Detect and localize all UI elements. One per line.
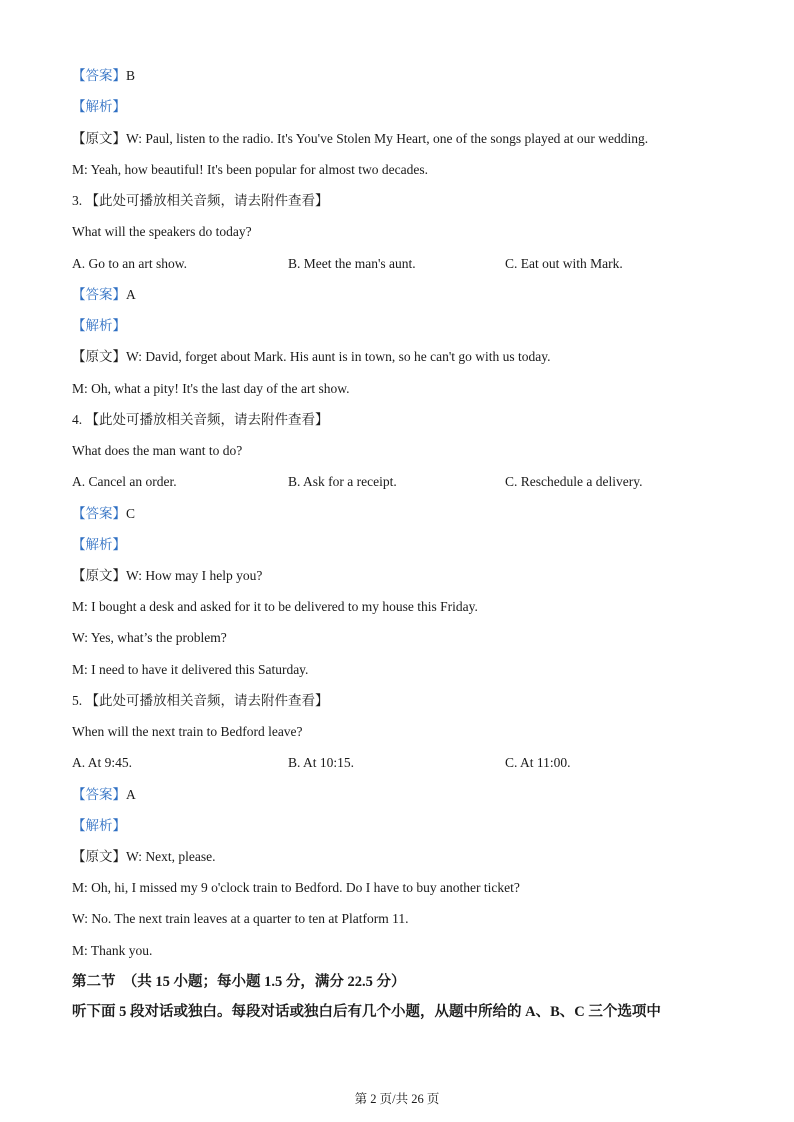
answer-value: A	[126, 287, 136, 302]
transcript-line	[72, 348, 754, 366]
analysis-tag: 【解析】	[72, 99, 126, 114]
analysis-line	[72, 98, 754, 116]
transcript-line: W: No. The next train leaves at a quarter to ten at Platform 11.	[72, 911, 409, 926]
option-c: C. Reschedule a delivery.	[505, 474, 643, 489]
transcript-text: W: David, forget about Mark. His aunt is in town, so he can't go with us today.	[126, 349, 551, 364]
option-c: C. Eat out with Mark.	[505, 256, 623, 271]
answer-value: B	[126, 68, 136, 83]
section-2-instruction: 听下面 5 段对话或独白。每段对话或独白后有几个小题，从题中所给的 A、B、C 三个选项中	[72, 1004, 661, 1020]
transcript-line	[72, 567, 754, 585]
answer-line	[72, 505, 754, 523]
option-a: A. At 9:45.	[72, 755, 133, 770]
answer-tag: 【答案】	[72, 506, 126, 521]
transcript-line	[72, 848, 754, 866]
analysis-line	[72, 536, 754, 554]
analysis-line	[72, 317, 754, 335]
answer-tag: 【答案】	[72, 787, 126, 802]
transcript-text: W: Next, please.	[126, 849, 216, 864]
answer-line	[72, 286, 754, 304]
answer-tag: 【答案】	[72, 287, 126, 302]
option-c: C. At 11:00.	[505, 755, 571, 770]
transcript-line: M: Yeah, how beautiful! It's been popular for almost two decades.	[72, 162, 428, 177]
transcript-prefix: 【原文】	[72, 568, 126, 583]
transcript-line: M: I bought a desk and asked for it to be delivered to my house this Friday.	[72, 599, 478, 614]
transcript-prefix: 【原文】	[72, 349, 126, 364]
page-footer: 第 2 页/共 26 页	[354, 1092, 440, 1106]
transcript-line: M: Thank you.	[72, 943, 153, 958]
option-b: B. Meet the man's aunt.	[288, 256, 416, 271]
option-a: A. Go to an art show.	[72, 256, 187, 271]
transcript-prefix: 【原文】	[72, 131, 126, 146]
transcript-line	[72, 130, 754, 148]
transcript-prefix: 【原文】	[72, 849, 126, 864]
answer-line	[72, 67, 754, 85]
question-5-header: 5. 【此处可播放相关音频，请去附件查看】	[72, 693, 329, 708]
section-2-title: 第二节 （共 15 小题；每小题 1.5 分，满分 22.5 分）	[72, 974, 406, 990]
transcript-line: M: I need to have it delivered this Saturday.	[72, 662, 309, 677]
question-5-text: When will the next train to Bedford leave?	[72, 724, 303, 739]
question-4-header: 4. 【此处可播放相关音频，请去附件查看】	[72, 412, 329, 427]
option-a: A. Cancel an order.	[72, 474, 177, 489]
transcript-text: W: How may I help you?	[126, 568, 263, 583]
transcript-line: M: Oh, hi, I missed my 9 o'clock train to Bedford. Do I have to buy another ticket?	[72, 880, 520, 895]
analysis-tag: 【解析】	[72, 318, 126, 333]
analysis-tag: 【解析】	[72, 537, 126, 552]
question-4-text: What does the man want to do?	[72, 443, 243, 458]
option-b: B. At 10:15.	[288, 755, 355, 770]
answer-line	[72, 786, 754, 804]
transcript-line: M: Oh, what a pity! It's the last day of the art show.	[72, 381, 350, 396]
question-3-header: 3. 【此处可播放相关音频，请去附件查看】	[72, 193, 329, 208]
transcript-text: W: Paul, listen to the radio. It's You've Stolen My Heart, one of the songs played at our wedding.	[126, 131, 649, 146]
question-3-text: What will the speakers do today?	[72, 224, 252, 239]
analysis-tag: 【解析】	[72, 818, 126, 833]
analysis-line	[72, 817, 754, 835]
answer-value: C	[126, 506, 136, 521]
transcript-line: W: Yes, what’s the problem?	[72, 630, 227, 645]
option-b: B. Ask for a receipt.	[288, 474, 397, 489]
answer-tag: 【答案】	[72, 68, 126, 83]
answer-value: A	[126, 787, 136, 802]
